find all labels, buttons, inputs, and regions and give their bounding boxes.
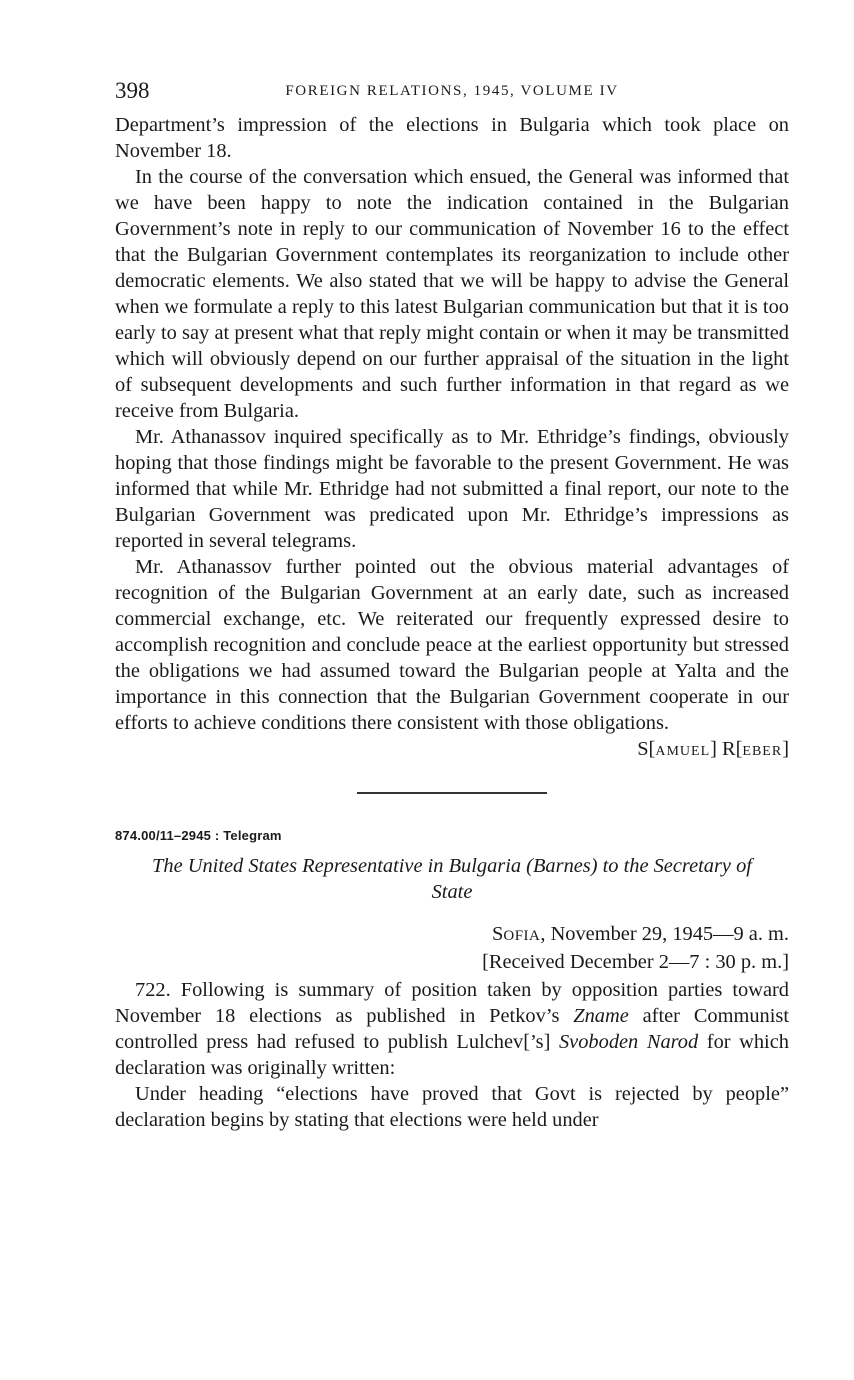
signature-mid: ] R[ [710, 738, 743, 760]
dateline-date: , November 29, 1945—9 a. m. [540, 923, 789, 945]
paragraph-5-part-b: after Communist controlled press had refused to publish Lulchev[’s] [115, 1005, 789, 1053]
file-number: 874.00/11–2945 : Telegram [115, 828, 282, 843]
page-header [115, 78, 789, 112]
dateline-place-rest: OFIA [503, 928, 541, 944]
signature-s: S[ [637, 738, 656, 760]
paragraph-3: Mr. Athanassov inquired specifically as to Mr. Ethridge’s findings, obviously hoping that those findings might be favorable to the present Government. He was informed that while Mr. Ethridge had not submitted a final report, our note to the Bulgarian Government was predicated upon Mr. Ethridge’s impressions as reported in several telegrams. [115, 426, 789, 552]
page-number: 398 [115, 78, 150, 103]
dateline-place-initial: S [492, 923, 504, 945]
paragraph-6: Under heading “elections have proved that Govt is rejected by people” declaration begins by stating that elections were held under [115, 1083, 789, 1131]
running-head: FOREIGN RELATIONS, 1945, VOLUME IV [285, 83, 619, 99]
dateline-place-date [115, 921, 789, 949]
newspaper-zname: Zname [573, 1005, 629, 1027]
newspaper-svoboden-narod: Svoboden Narod [558, 1031, 699, 1053]
document-page [115, 78, 789, 1133]
paragraph-1: Department’s impression of the elections in Bulgaria which took place on November 18. [115, 114, 789, 162]
section-divider [357, 792, 547, 794]
paragraph-5 [115, 977, 789, 1081]
signature-end: ] [782, 738, 789, 760]
dateline-received: [Received December 2—7 : 30 p. m.] [482, 951, 789, 973]
dateline [115, 921, 789, 975]
paragraph-5-part-a: 722. Following is summary of position taken by opposition parties toward November 18 elections as published in Petkov’s [115, 979, 789, 1027]
signature-s-rest: AMUEL [655, 744, 711, 759]
signature [115, 736, 789, 765]
paragraph-2: In the course of the conversation which ensued, the General was informed that we have been happy to note the indication contained in the Bulgarian Government’s note in reply to our communication of November 16 to the effect that the Bulgarian Government contemplates its reorganization to include other democratic elements. We also stated that we will be happy to advise the General when we formulate a reply to this latest Bulgarian communication but that it is too early to say at present what that reply might contain or when it may be transmitted which will obviously depend on our further appraisal of the situation in the light of subsequent developments and such further information in that regard as we receive from Bulgaria. [115, 166, 789, 422]
signature-r-rest: EBER [742, 744, 783, 759]
document-title: The United States Representative in Bulgaria (Barnes) to the Secretary of State [152, 855, 752, 903]
paragraph-4: Mr. Athanassov further pointed out the obvious material advantages of recognition of the Bulgarian Government at an early date, such as increased commercial exchange, etc. We reiterated our frequently expressed desire to accomplish recognition and conclude peace at the earliest opportunity but stressed the obligations we had assumed toward the Bulgarian people at Yalta and the importance in this connection that the Bulgarian Government cooperate in our efforts to achieve conditions there consistent with those obligations. [115, 556, 789, 734]
paragraph-5-part-c: for which declaration was originally written: [115, 1031, 789, 1079]
